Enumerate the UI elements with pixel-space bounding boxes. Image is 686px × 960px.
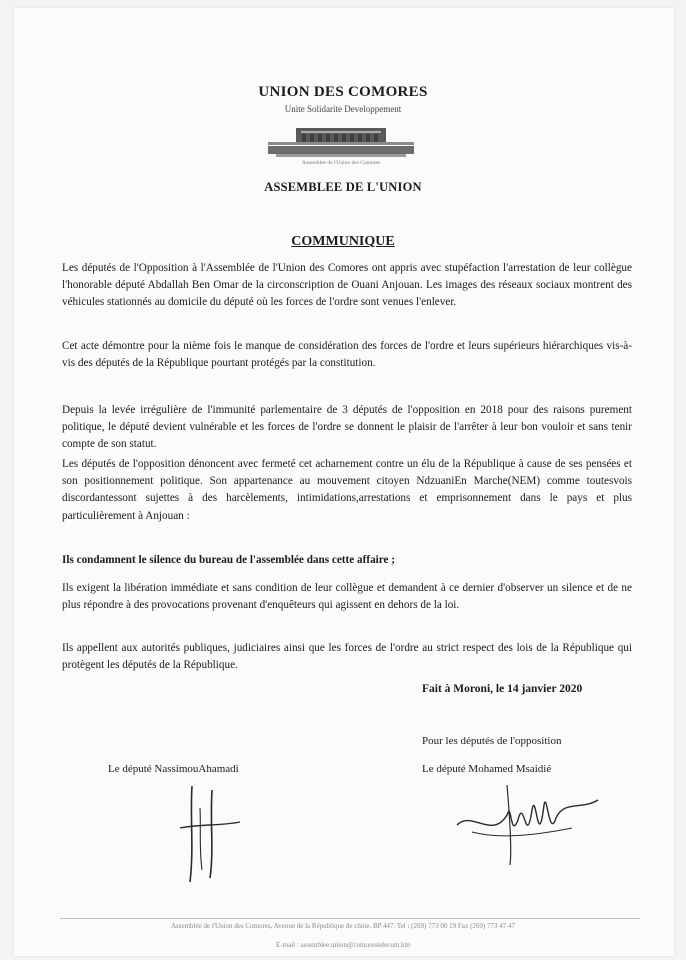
date-place: Fait à Moroni, le 14 janvier 2020	[422, 683, 583, 695]
right-signatory-name: Le député Mohamed Msaidié	[422, 763, 552, 775]
left-signatory-name: Le député NassimouAhamadi	[108, 763, 239, 775]
left-signature-mark	[170, 778, 250, 888]
paragraph-5: Ils condamnent le silence du bureau de l'assemblée dans cette affaire ;	[62, 554, 396, 566]
paragraph-4: Les députés de l'opposition dénoncent avec fermeté cet acharnement contre un élu de la République à cause de ses pensées et son positionnement politique. Son appartenance au mouvement citoyen NdzuaniEn Marche(NEM) comme toutesvois discordantessont sujettes à des harcèlements, intimidations,arrestations et emprisonnement dans le pays et plus particulièrement à Anjouan :	[62, 458, 632, 522]
paragraph-7: Ils appellent aux autorités publiques, judiciaires ainsi que les forces de l'ordre au strict respect des lois de la République qui protègent les députés de la République.	[62, 642, 632, 672]
on-behalf-line: Pour les députés de l'opposition	[422, 735, 562, 747]
footer-email: E-mail : assemblee.union@comorestelecom.km	[276, 941, 410, 949]
country-name: UNION DES COMORES	[258, 84, 428, 100]
national-motto: Unite Solidarite Developpement	[284, 104, 402, 114]
footer-address: Assemblée de l'Union des Comores, Avenue de la République de chine, BP 447, Tel : (269) 773 00 19 Fax (269) 773 47 47	[171, 922, 515, 930]
emblem-caption: Assemblee de l'Union des Comores	[301, 160, 381, 166]
assembly-name: ASSEMBLEE DE L'UNION	[264, 180, 422, 194]
paragraph-1: Les députés de l'Opposition à l'Assemblée de l'Union des Comores ont appris avec stupéfaction l'arrestation de leur collègue l'honorable député Abdallah Ben Omar de la circonscription de Ouani Anjouan. Les images des réseaux sociaux montrent des véhicules stationnés au domicile du député où les forces de l'ordre sont venues l'enlever.	[62, 262, 632, 309]
paragraph-6: Ils exigent la libération immédiate et sans condition de leur collègue et demandent à ce dernier d'observer un silence et de ne plus répondre à des provocations provenant d'enquêteurs qui agissent en dehors de la loi.	[62, 582, 632, 612]
right-signature-mark	[452, 770, 602, 870]
paragraph-3: Depuis la levée irrégulière de l'immunité parlementaire de 3 députés de l'opposition en 2018 pour des raisons purement politique, le député devient vulnérable et les forces de l'ordre se donnent le plaisir de l'arrêter à leur bon vouloir et sans tenir compte de son statut.	[62, 404, 632, 451]
paragraph-2: Cet acte démontre pour la nième fois le manque de considération des forces de l'ordre et leurs supérieurs hiérarchiques vis-à-vis des députés de la République pourtant protégés par la constitution.	[62, 340, 632, 370]
document-title: COMMUNIQUE	[291, 234, 395, 249]
footer-divider	[60, 918, 640, 919]
